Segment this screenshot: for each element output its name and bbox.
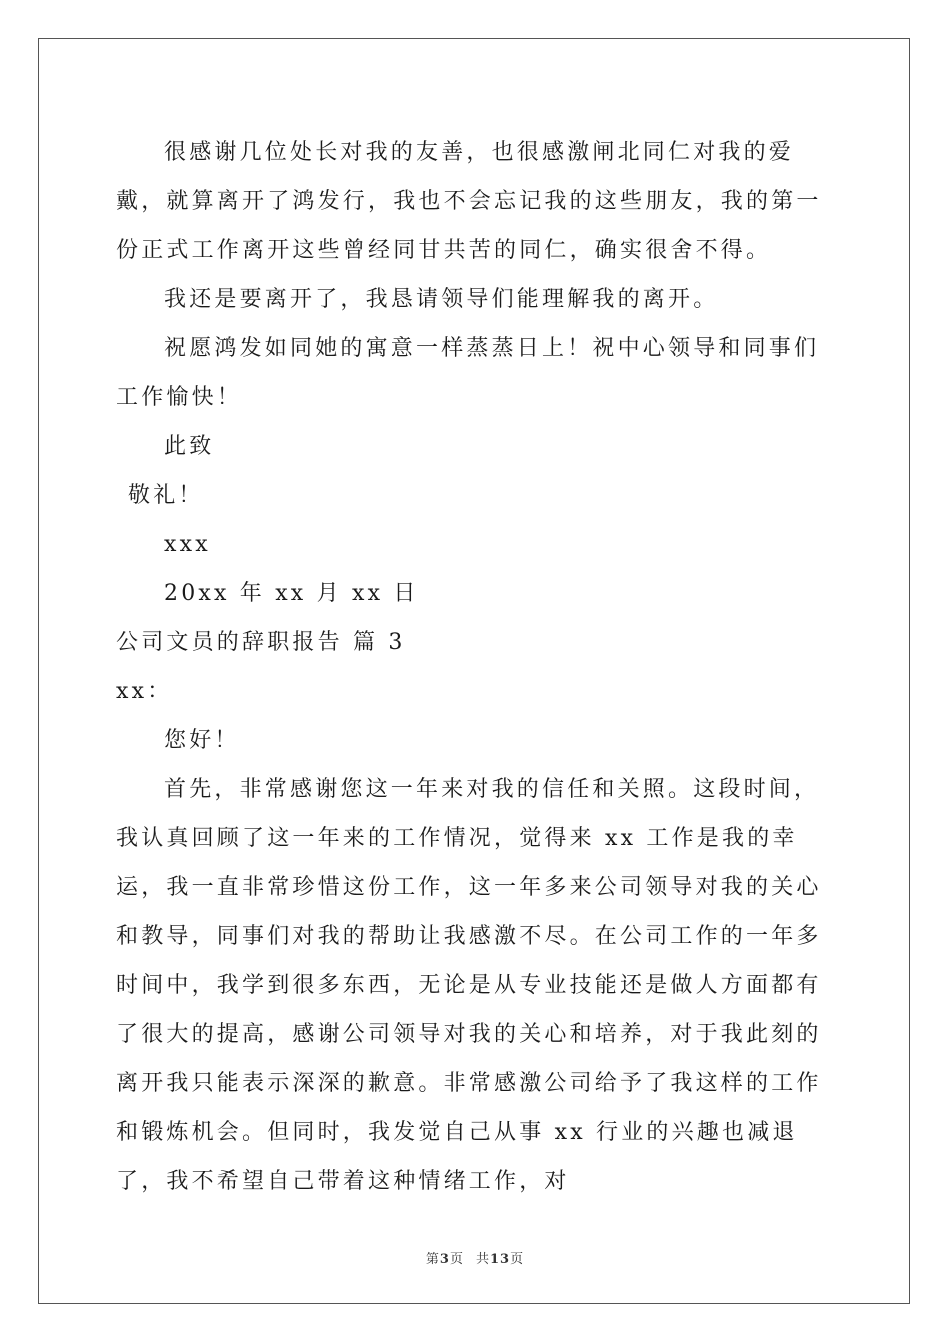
footer-total-pages: 13 <box>489 1252 511 1267</box>
letter-greeting: 您好！ <box>164 728 240 753</box>
page-footer <box>0 1248 950 1267</box>
signature-date: 20xx 年 xx 月 xx 日 <box>164 581 419 606</box>
paragraph-leaving: 我还是要离开了，我恳请领导们能理解我的离开。 <box>164 287 719 312</box>
paragraph-body: 首先，非常感谢您这一年来对我的信任和关照。这段时间，我认真回顾了这一年来的工作情况，觉得来 xx 工作是我的幸运，我一直非常珍惜这份工作，这一年多来公司领导对我的关心和教导，同事们对我的帮助让我感激不尽。在公司工作的一年多时间中，我学到很多东西，无论是从专业技能还是做人方面都有了很大的提高，感谢公司领导对我的关心和培养，对于我此刻的离开我只能表示深深的歉意。非常感激公司给予了我这样的工作和锻炼机会。但同时，我发觉自己从事 xx 行业的兴趣也减退了，我不希望自己带着这种情绪工作，对 <box>116 777 822 1194</box>
paragraph-wishes: 祝愿鸿发如同她的寓意一样蒸蒸日上！祝中心领导和同事们工作愉快！ <box>116 336 820 410</box>
section-heading: 公司文员的辞职报告 篇 3 <box>116 630 406 655</box>
closing-salutation: 此致 <box>164 434 215 459</box>
paragraph-thanks: 很感谢几位处长对我的友善，也很感激闸北同仁对我的爱戴，就算离开了鸿发行，我也不会忘记我的这些朋友，我的第一份正式工作离开这些曾经同甘共苦的同仁，确实很舍不得。 <box>116 140 822 263</box>
footer-prefix: 第 <box>425 1252 440 1267</box>
footer-page-unit: 页 <box>449 1252 464 1267</box>
footer-page-number: 3 <box>439 1252 450 1267</box>
footer-total-unit: 页 <box>510 1252 525 1267</box>
footer-total-prefix: 共 <box>475 1252 490 1267</box>
closing-regards: 敬礼！ <box>128 483 204 508</box>
letter-addressee: xx： <box>116 679 173 704</box>
signature-name: xxx <box>164 532 211 557</box>
document-body <box>116 128 834 1206</box>
